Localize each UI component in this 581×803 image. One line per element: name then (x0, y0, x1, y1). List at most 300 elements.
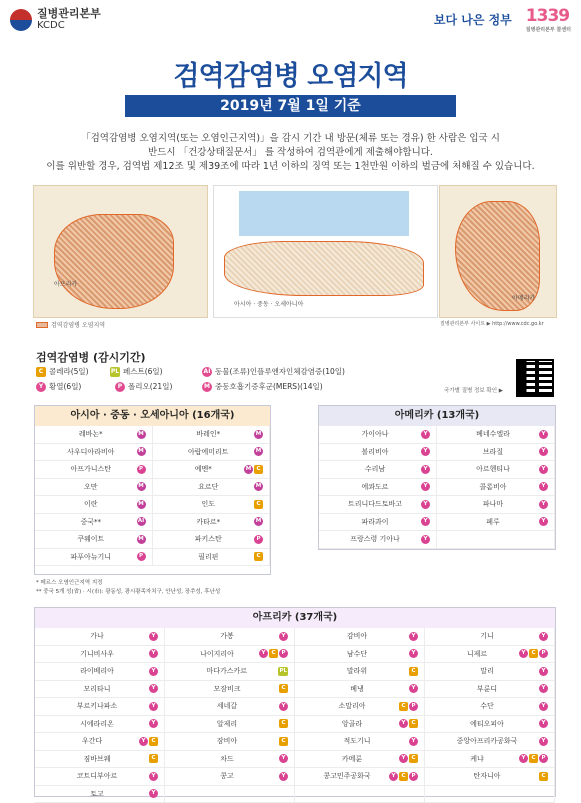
country-name: 가봉 (175, 631, 279, 641)
disease-mark-badge: Y (421, 447, 430, 456)
disease-marks (421, 465, 430, 474)
disease-mark-badge: C (529, 754, 538, 763)
country-cell (35, 426, 153, 444)
disease-mark-badge: Y (539, 737, 548, 746)
country-cell (35, 663, 165, 681)
country-name: 중국** (45, 517, 137, 527)
disease-mark-badge: C (279, 684, 288, 693)
disease-mark-badge: C (539, 772, 548, 781)
disease-mark-badge: M (137, 535, 146, 544)
kcdc-logo (10, 8, 101, 32)
header (0, 0, 581, 44)
disease-marks (137, 517, 146, 526)
america-panel (318, 405, 556, 550)
country-name: 앙골라 (305, 719, 399, 729)
government-slogan-logo: 보다 나은 정부 (434, 11, 512, 28)
country-name: 세네갈 (175, 701, 279, 711)
disease-marks (389, 772, 418, 781)
disease-marks (421, 430, 430, 439)
country-cell (437, 444, 555, 462)
country-cell (35, 681, 165, 699)
country-cell (319, 531, 437, 549)
disease-marks (259, 649, 288, 658)
country-cell (319, 461, 437, 479)
country-cell (319, 444, 437, 462)
country-name: 파나마 (447, 499, 539, 509)
disease-mark-badge: Y (539, 465, 548, 474)
country-cell (437, 479, 555, 497)
country-cell (165, 768, 295, 786)
country-name: 볼리비아 (329, 447, 421, 457)
country-name: 탄자니아 (435, 771, 539, 781)
africa-region-shape (54, 214, 174, 309)
disease-mark-badge: P (279, 649, 288, 658)
disease-marks (539, 517, 548, 526)
disease-mark-badge: C (254, 500, 263, 509)
disease-mark-badge: AI (137, 517, 146, 526)
country-cell (319, 514, 437, 532)
disease-mark-badge: C (399, 702, 408, 711)
country-cell (437, 426, 555, 444)
asia-note-1: * 메르스 오염인근지역 지정 (36, 578, 102, 586)
country-cell (295, 786, 425, 803)
disease-marks (399, 754, 418, 763)
disease-marks (137, 535, 146, 544)
country-name: 모잠비크 (175, 684, 279, 694)
country-cell (295, 751, 425, 769)
disease-mark-badge: Y (279, 632, 288, 641)
country-cell (35, 698, 165, 716)
disease-marks (539, 719, 548, 728)
country-name: 에티오피아 (435, 719, 539, 729)
disease-marks (149, 772, 158, 781)
country-name: 차드 (175, 754, 279, 764)
disease-mark-badge: Y (149, 667, 158, 676)
disease-label: 페스트(6일) (123, 366, 163, 377)
country-name: 레바논* (45, 429, 137, 439)
disease-label: 폴리오(21일) (128, 381, 172, 392)
disease-mark-badge: Y (539, 684, 548, 693)
country-name: 베냉 (305, 684, 409, 694)
country-name: 가이아나 (329, 429, 421, 439)
disease-marks (539, 500, 548, 509)
disease-mark-badge: Y (539, 517, 548, 526)
disease-mark-badge: C (269, 649, 278, 658)
disease-mark-badge: C (529, 649, 538, 658)
country-cell (425, 646, 555, 664)
disease-item (36, 366, 89, 377)
disease-mark-badge: Y (539, 482, 548, 491)
disease-label: 중동호흡기증후군(MERS)(14일) (215, 381, 323, 392)
america-map (439, 185, 557, 318)
disease-marks (539, 702, 548, 711)
disease-mark-badge: Y (139, 737, 148, 746)
disease-marks (278, 667, 288, 676)
country-name: 말라위 (305, 666, 409, 676)
country-name: 파키스탄 (163, 534, 255, 544)
disease-mark-badge: C (254, 552, 263, 561)
disease-mark-badge: M (244, 465, 253, 474)
asia-country-grid (35, 426, 270, 566)
disease-marks (409, 632, 418, 641)
country-cell (165, 786, 295, 803)
disease-mark-badge: Y (149, 789, 158, 798)
disease-marks (279, 719, 288, 728)
asia-region-shape (224, 241, 424, 296)
country-name: 나이지리아 (175, 649, 259, 659)
africa-panel-title: 아프리카 (37개국) (35, 608, 555, 628)
disease-marks (149, 684, 158, 693)
country-name: 토고 (45, 789, 149, 799)
disease-marks (149, 754, 158, 763)
asia-panel (34, 405, 271, 575)
disease-mark-badge: C (409, 754, 418, 763)
country-name: 콜롬비아 (447, 482, 539, 492)
disease-marks (279, 737, 288, 746)
disease-mark-badge: Y (539, 447, 548, 456)
disease-marks (399, 702, 418, 711)
disease-mark-badge: Y (409, 737, 418, 746)
country-name: 케냐 (435, 754, 519, 764)
disease-marks (519, 649, 548, 658)
qr-caption: 국가별 질병 정보 확인 ▶ (444, 386, 503, 394)
disease-marks (279, 684, 288, 693)
disease-marks (254, 535, 263, 544)
disease-mark-badge: C (399, 772, 408, 781)
country-name: 잠비아 (175, 736, 279, 746)
country-name: 마다가스카르 (175, 666, 278, 676)
disease-mark-badge: Y (519, 649, 528, 658)
country-name: 짐바브웨 (45, 754, 149, 764)
disease-mark-badge: Y (539, 430, 548, 439)
country-cell (165, 628, 295, 646)
disease-mark-badge: C (254, 465, 263, 474)
country-cell (295, 733, 425, 751)
africa-country-grid (35, 628, 555, 803)
disease-mark-badge: C (409, 719, 418, 728)
disease-marks (137, 500, 146, 509)
disease-marks (254, 552, 263, 561)
disease-mark-badge: Y (149, 702, 158, 711)
disease-marks (149, 702, 158, 711)
country-cell (153, 426, 271, 444)
disease-marks (139, 737, 158, 746)
disease-marks (279, 754, 288, 763)
africa-map-label: 아프리카 (54, 279, 77, 288)
country-cell (425, 681, 555, 699)
disease-marks (279, 702, 288, 711)
disease-mark-badge: Y (539, 719, 548, 728)
country-name: 예멘* (163, 464, 245, 474)
country-cell (153, 444, 271, 462)
country-cell (35, 646, 165, 664)
disease-mark-badge: Y (399, 719, 408, 728)
country-cell (295, 768, 425, 786)
country-name: 파라과이 (329, 517, 421, 527)
country-cell (165, 733, 295, 751)
disease-mark-badge: C (279, 737, 288, 746)
country-name: 부르키나파소 (45, 701, 149, 711)
disease-item (202, 381, 323, 392)
disease-marks (421, 535, 430, 544)
country-cell (425, 786, 555, 803)
country-cell (295, 681, 425, 699)
country-cell (295, 698, 425, 716)
disease-mark-badge: M (137, 500, 146, 509)
country-name: 콩고 (175, 771, 279, 781)
country-name: 소말리아 (305, 701, 399, 711)
disease-mark-badge: Y (421, 430, 430, 439)
disease-marks (409, 684, 418, 693)
country-name: 기니 (435, 631, 539, 641)
country-cell (165, 716, 295, 734)
disease-mark-badge: Y (389, 772, 398, 781)
country-name: 라이베리아 (45, 666, 149, 676)
country-name: 코트디부아르 (45, 771, 149, 781)
disease-marks (137, 552, 146, 561)
disease-item (110, 366, 163, 377)
country-cell (35, 531, 153, 549)
disease-mark-badge: M (137, 482, 146, 491)
country-name: 콩고민주공화국 (305, 771, 389, 781)
disease-marks (254, 500, 263, 509)
disease-mark-badge: P (409, 702, 418, 711)
disease-mark-badge: Y (539, 702, 548, 711)
country-name: 기니비사우 (45, 649, 149, 659)
country-name: 니제르 (435, 649, 519, 659)
disease-label: 황열(6일) (49, 381, 81, 392)
disease-label: 동물(조류)인플루엔자인체감염증(10일) (215, 366, 345, 377)
disease-marks (254, 447, 263, 456)
page-title: 검역감염병 오염지역 (0, 54, 581, 93)
country-name: 남수단 (305, 649, 409, 659)
country-name: 아랍에미리트 (163, 447, 255, 457)
disease-marks (409, 649, 418, 658)
disease-marks (149, 667, 158, 676)
disease-marks (539, 737, 548, 746)
country-cell (425, 716, 555, 734)
disease-marks (149, 719, 158, 728)
disease-section-title: 검역감염병 (감시기간) (36, 349, 146, 365)
legend-swatch (36, 322, 48, 328)
country-cell (425, 751, 555, 769)
country-name: 에콰도르 (329, 482, 421, 492)
country-cell (35, 786, 165, 803)
disease-mark-badge: Y (409, 684, 418, 693)
country-name: 필리핀 (163, 552, 255, 562)
country-cell (319, 426, 437, 444)
disease-marks (137, 430, 146, 439)
country-cell (35, 751, 165, 769)
disease-mark-badge: P (539, 754, 548, 763)
country-cell (165, 698, 295, 716)
disease-code-badge: Y (36, 382, 46, 392)
disease-mark-badge: Y (279, 772, 288, 781)
disease-mark-badge: M (254, 482, 263, 491)
disease-mark-badge: Y (399, 754, 408, 763)
country-name: 인도 (163, 499, 255, 509)
org-name-en: KCDC (37, 20, 65, 31)
country-cell (35, 549, 153, 567)
country-cell (319, 479, 437, 497)
disease-mark-badge: C (279, 719, 288, 728)
country-name: 트리니다드토바고 (329, 499, 421, 509)
country-name: 베네수엘라 (447, 429, 539, 439)
asia-map (213, 185, 438, 318)
country-name: 시에라리온 (45, 719, 149, 729)
disease-mark-badge: Y (149, 684, 158, 693)
country-name: 사우디아라비아 (45, 447, 137, 457)
america-map-label: 아메리카 (512, 293, 535, 302)
map-legend: 검역감염병 오염지역 (36, 320, 105, 329)
disease-marks (254, 430, 263, 439)
taegeuk-icon (10, 9, 32, 31)
country-cell (295, 646, 425, 664)
country-cell (295, 663, 425, 681)
disease-marks (279, 632, 288, 641)
country-cell (153, 479, 271, 497)
country-name: 부룬디 (435, 684, 539, 694)
country-name: 우간다 (45, 736, 139, 746)
disease-mark-badge: M (254, 517, 263, 526)
disease-marks (409, 737, 418, 746)
disease-mark-badge: Y (519, 754, 528, 763)
disease-mark-badge: Y (421, 482, 430, 491)
disease-marks (137, 465, 146, 474)
disease-marks (137, 447, 146, 456)
disease-marks (519, 754, 548, 763)
disease-mark-badge: M (254, 430, 263, 439)
country-cell (425, 768, 555, 786)
disease-marks (254, 517, 263, 526)
disease-marks (409, 667, 418, 676)
country-cell (35, 479, 153, 497)
country-name: 카타르* (163, 517, 255, 527)
asia-panel-title: 아시아 · 중동 · 오세아니아 (16개국) (35, 406, 270, 426)
america-country-grid (319, 426, 555, 549)
disease-mark-badge: P (539, 649, 548, 658)
country-cell (35, 628, 165, 646)
disease-marks (279, 772, 288, 781)
disease-marks (539, 684, 548, 693)
disease-mark-badge: Y (149, 719, 158, 728)
disease-marks (421, 447, 430, 456)
disease-code-badge: M (202, 382, 212, 392)
country-name: 모리타니 (45, 684, 149, 694)
disease-mark-badge: M (254, 447, 263, 456)
disease-code-badge: AI (202, 367, 212, 377)
disease-mark-badge: M (137, 447, 146, 456)
map-source: 질병관리본부 사이트 ▶ http://www.cdc.go.kr (440, 320, 544, 327)
country-name: 브라질 (447, 447, 539, 457)
country-cell (437, 514, 555, 532)
country-cell (165, 751, 295, 769)
country-cell (295, 716, 425, 734)
country-name: 아르헨티나 (447, 464, 539, 474)
disease-label: 콜레라(5일) (49, 366, 89, 377)
disease-mark-badge: C (149, 737, 158, 746)
country-cell (165, 646, 295, 664)
country-name: 감비아 (305, 631, 409, 641)
disease-marks (399, 719, 418, 728)
country-cell (437, 496, 555, 514)
country-cell (153, 461, 271, 479)
africa-panel (34, 607, 556, 797)
country-name: 적도기니 (305, 736, 409, 746)
disease-marks (539, 430, 548, 439)
country-cell (35, 733, 165, 751)
country-cell (437, 461, 555, 479)
country-name: 프랑스령 기아나 (329, 534, 421, 544)
disease-item (36, 381, 81, 392)
country-cell (153, 531, 271, 549)
country-name: 이란 (45, 499, 137, 509)
disease-code-badge: P (115, 382, 125, 392)
country-name: 중앙아프리카공화국 (435, 736, 539, 746)
intro-text: 「검역감염병 오염지역(또는 오염인근지역)」을 감시 기간 내 방문(체류 또는 경유) 한 사람은 입국 시 반드시 「건강상태질문서」 를 작성하여 검역관에게 제출해야합니다. 이를 위반할 경우, 검역법 제12조 및 제39조에 따라 1년 이하의 징역 또는 1천만원 이하의 벌금에 처해질 수 있습니다. (20, 132, 561, 174)
disease-mark-badge: Y (409, 649, 418, 658)
qr-code[interactable] (516, 359, 554, 397)
disease-marks (421, 482, 430, 491)
country-cell (165, 681, 295, 699)
disease-mark-badge: C (149, 754, 158, 763)
country-name: 파푸아뉴기니 (45, 552, 137, 562)
disease-marks (421, 517, 430, 526)
disease-marks (244, 465, 263, 474)
disease-mark-badge: Y (539, 667, 548, 676)
disease-mark-badge: C (409, 667, 418, 676)
disease-item (202, 366, 345, 377)
disease-marks (421, 500, 430, 509)
disease-mark-badge: Y (421, 535, 430, 544)
hotline-logo: 1339 질병관리본부 콜센터 (526, 6, 571, 33)
country-cell (165, 663, 295, 681)
country-cell (319, 496, 437, 514)
disease-marks (539, 632, 548, 641)
country-cell (35, 496, 153, 514)
africa-map (33, 185, 208, 318)
disease-mark-badge: Y (149, 632, 158, 641)
country-name: 바레인* (163, 429, 255, 439)
disease-marks (137, 482, 146, 491)
country-cell (425, 628, 555, 646)
country-name: 알제리 (175, 719, 279, 729)
country-name: 카메룬 (305, 754, 399, 764)
america-panel-title: 아메리카 (13개국) (319, 406, 555, 426)
disease-marks (539, 447, 548, 456)
country-cell (153, 514, 271, 532)
country-cell (35, 514, 153, 532)
disease-marks (254, 482, 263, 491)
date-band: 2019년 7월 1일 기준 (125, 95, 456, 117)
asia-note-2: ** 중국 5개 성(省) · 시(市): 광동성, 광시좡족자치구, 안난성, 장쑤성, 후난성 (36, 587, 220, 595)
disease-mark-badge: Y (539, 632, 548, 641)
country-cell (35, 461, 153, 479)
country-name: 페루 (447, 517, 539, 527)
org-name-ko: 질병관리본부 (37, 8, 101, 20)
asia-map-label: 아시아 · 중동 · 오세아니아 (234, 299, 303, 308)
disease-marks (539, 772, 548, 781)
disease-mark-badge: Y (409, 632, 418, 641)
country-name: 아프가니스탄 (45, 464, 137, 474)
country-name: 수리남 (329, 464, 421, 474)
disease-mark-badge: PL (278, 667, 288, 676)
country-name: 말리 (435, 666, 539, 676)
disease-mark-badge: Y (279, 754, 288, 763)
country-name: 쿠웨이트 (45, 534, 137, 544)
country-cell (35, 716, 165, 734)
country-cell (425, 733, 555, 751)
